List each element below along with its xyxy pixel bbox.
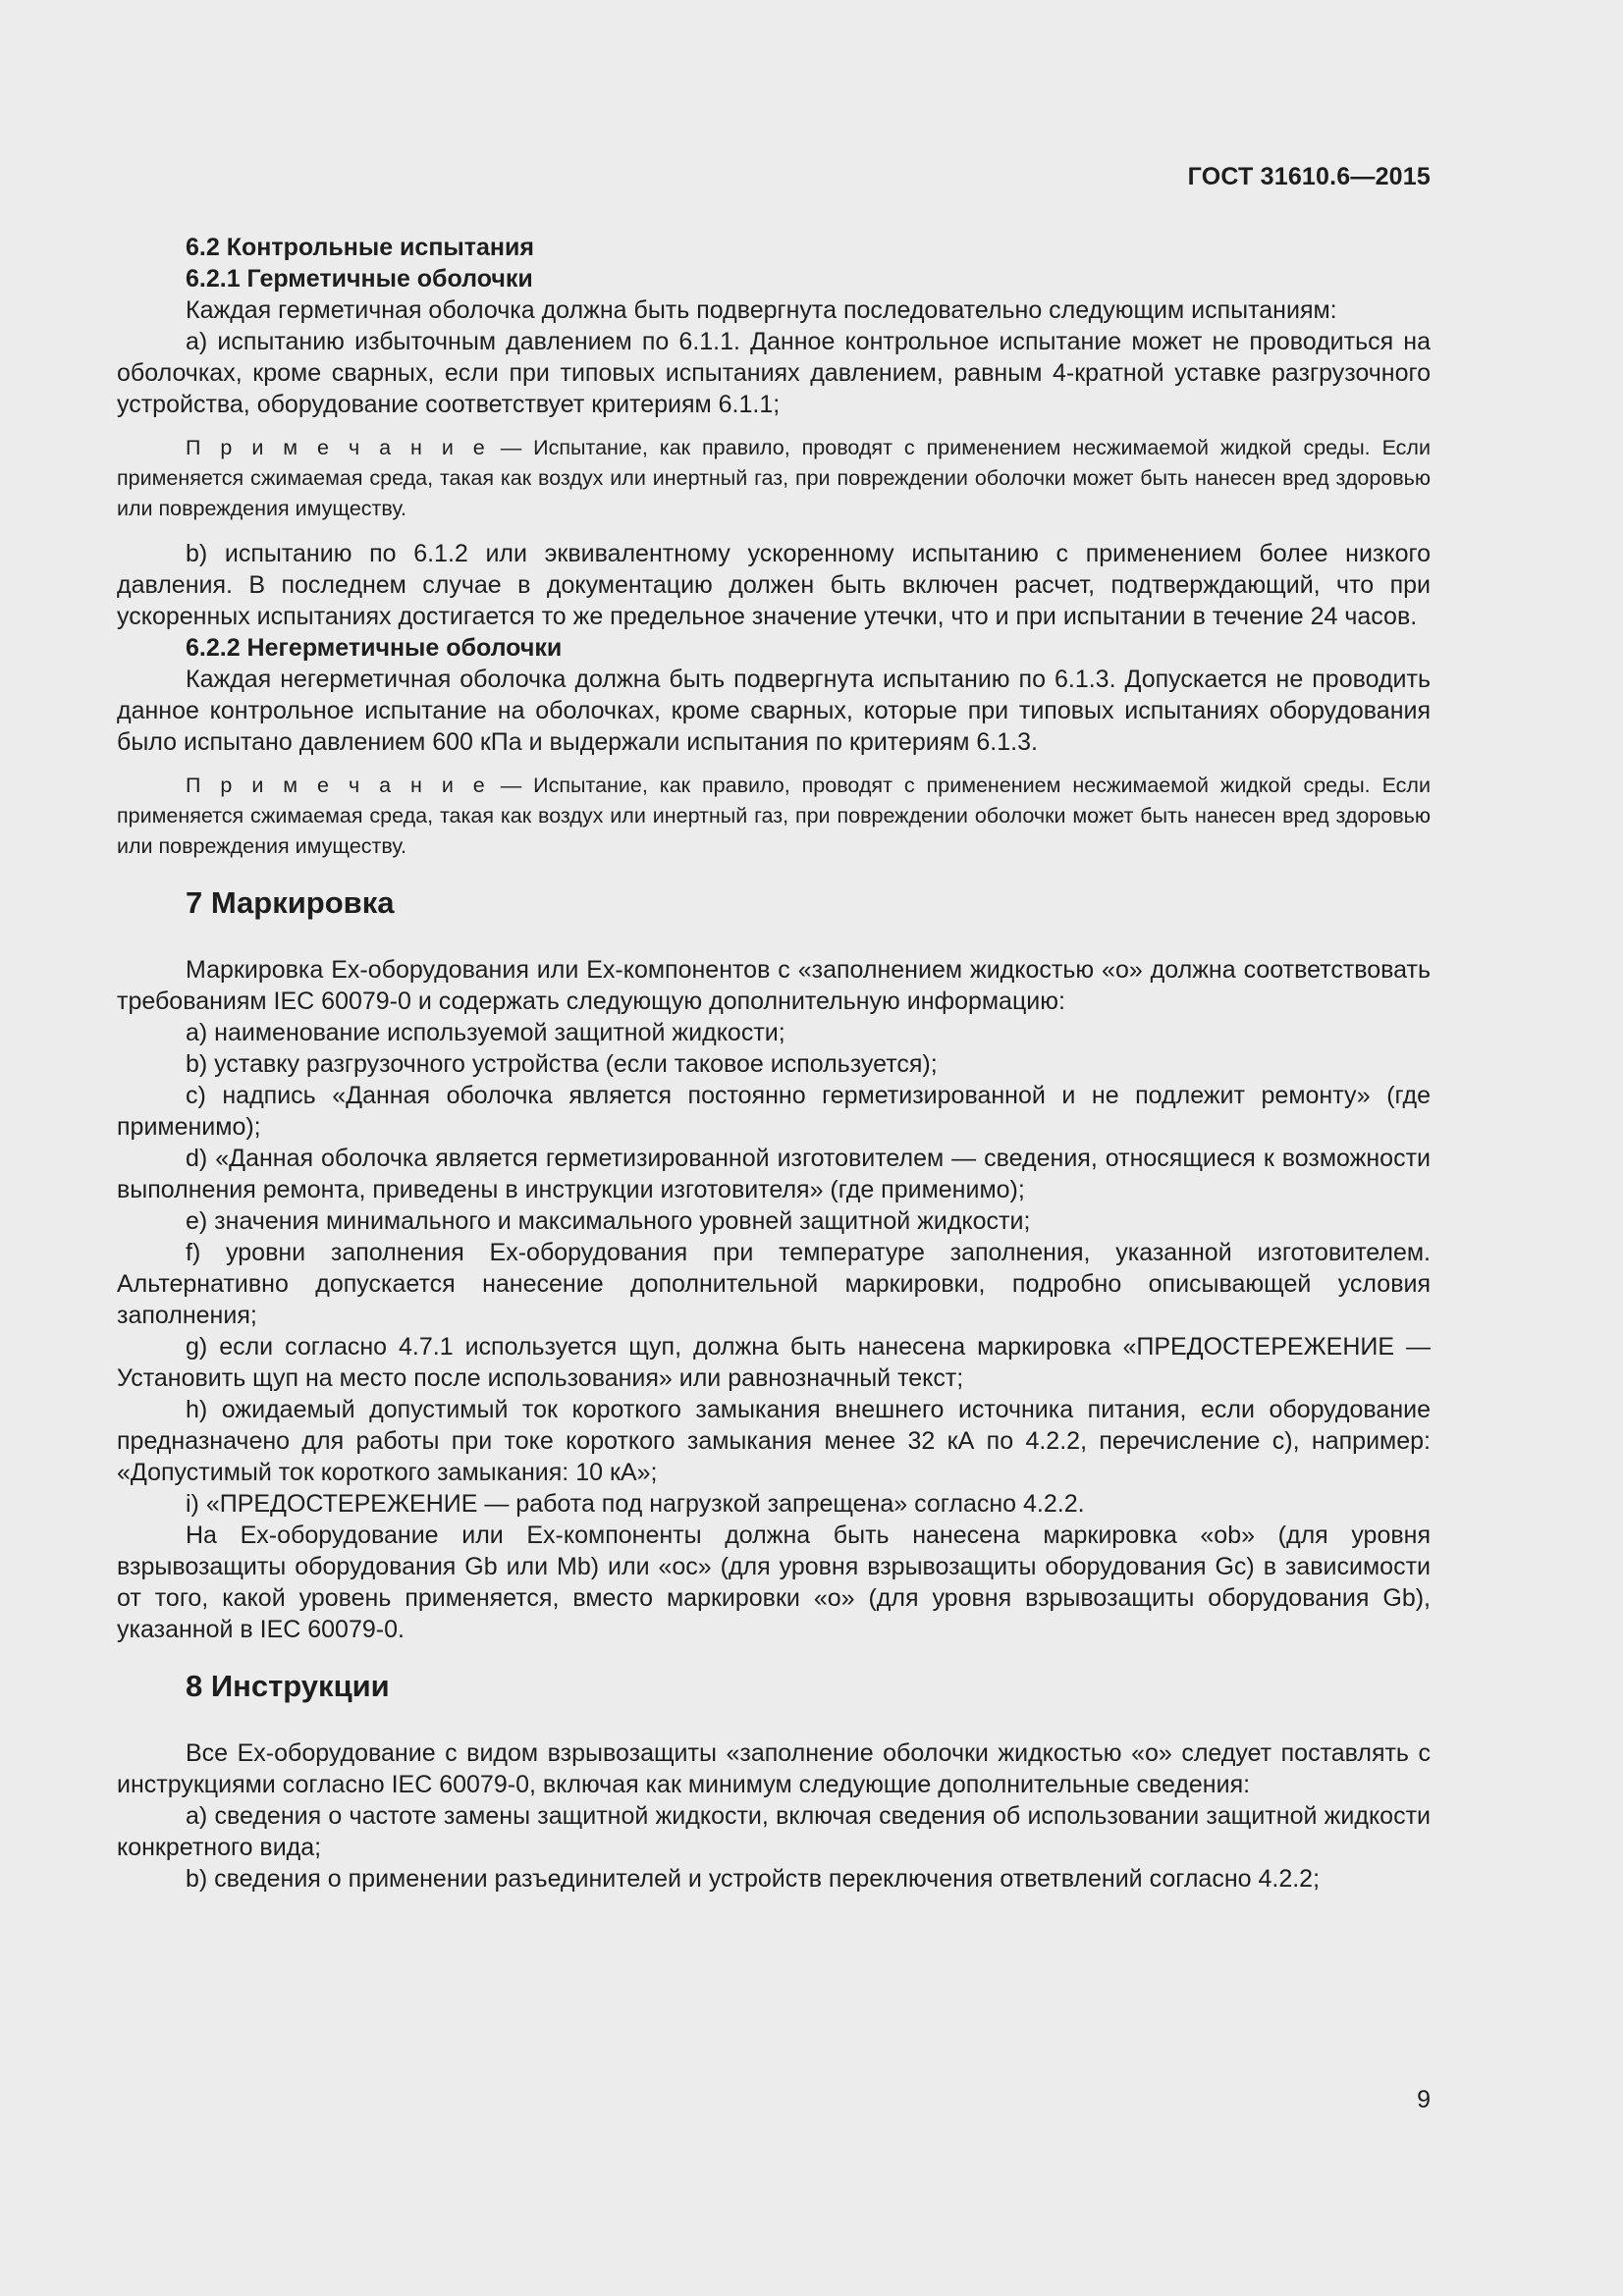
list-item: g) если согласно 4.7.1 используется щуп, должна быть нанесена маркировка «ПРЕДОСТЕРЕЖЕНИЕ — Установить щуп на место после использования» или равнозначный текст;	[117, 1333, 1431, 1392]
section-6-2-2-title: 6.2.2 Негерметичные оболочки	[186, 634, 563, 662]
paragraph: На Ex-оборудование или Ex-компоненты должна быть нанесена маркировка «ob» (для уровня взрывозащиты оборудования Gb или Mb) или «oc» (для уровня взрывозащиты оборудования Gc) в зависимости от того, какой уровень применяется, вместо маркировки «o» (для уровня взрывозащиты оборудования Gb), указанной в IEC 60079-0.	[117, 1522, 1431, 1643]
document-code-header: ГОСТ 31610.6—2015	[1187, 163, 1431, 190]
list-item: a) сведения о частоте замены защитной жидкости, включая сведения об использовании защитной жидкости конкретного вида;	[117, 1802, 1431, 1861]
note-label: П р и м е ч а н и е	[186, 436, 489, 459]
list-item: a) испытанию избыточным давлением по 6.1.1. Данное контрольное испытание может не проводиться на оболочках, кроме сварных, если при типовых испытаниях давлением, равным 4-кратной уставке разгрузочного устройства, оборудование соответствует критериям 6.1.1;	[117, 328, 1431, 418]
note-text: — Испытание, как правило, проводят с применением несжимаемой жидкой среды. Если применяется сжимаемая среда, такая как воздух или инертный газ, при повреждении оболочки может быть нанесен вред здоровью или повреждения имуществу.	[117, 774, 1431, 858]
paragraph: Каждая негерметичная оболочка должна быть подвергнута испытанию по 6.1.3. Допускается не проводить данное контрольное испытание на оболочках, кроме сварных, которые при типовых испытаниях оборудования было испытано давлением 600 кПа и выдержали испытания по критериям 6.1.3.	[117, 666, 1431, 756]
list-item: b) испытанию по 6.1.2 или эквивалентному ускоренному испытанию с применением более низкого давления. В последнем случае в документацию должен быть включен расчет, подтверждающий, что при ускоренных испытаниях достигается то же предельное значение утечки, что и при испытании в течение 24 часов.	[117, 540, 1431, 630]
note	[117, 433, 1431, 524]
note-text: — Испытание, как правило, проводят с применением несжимаемой жидкой среды. Если применяется сжимаемая среда, такая как воздух или инертный газ, при повреждении оболочки может быть нанесен вред здоровью или повреждения имуществу.	[117, 436, 1431, 520]
paragraph: Каждая герметичная оболочка должна быть подвергнута последовательно следующим испытаниям:	[186, 296, 1337, 324]
section-7-title: 7 Маркировка	[186, 885, 395, 920]
section-6-2-1-title: 6.2.1 Герметичные оболочки	[186, 265, 533, 293]
note	[117, 771, 1431, 862]
paragraph: Маркировка Ex-оборудования или Ex-компонентов с «заполнением жидкостью «о» должна соответствовать требованиям IEC 60079-0 и содержать следующую дополнительную информацию:	[117, 956, 1431, 1015]
list-item: b) уставку разгрузочного устройства (если таковое используется);	[186, 1050, 938, 1078]
section-8-title: 8 Инструкции	[186, 1669, 390, 1703]
list-item: f) уровни заполнения Ex-оборудования при температуре заполнения, указанной изготовителем. Альтернативно допускается нанесение дополнительной маркировки, подробно описывающей условия заполнения;	[117, 1239, 1431, 1329]
paragraph: Все Ex-оборудование с видом взрывозащиты «заполнение оболочки жидкостью «о» следует поставлять с инструкциями согласно IEC 60079-0, включая как минимум следующие дополнительные сведения:	[117, 1739, 1431, 1798]
list-item: b) сведения о применении разъединителей и устройств переключения ответвлений согласно 4.2.2;	[186, 1865, 1321, 1893]
page-number: 9	[1417, 2086, 1431, 2113]
list-item: a) наименование используемой защитной жидкости;	[186, 1019, 785, 1046]
list-item: d) «Данная оболочка является герметизированной изготовителем — сведения, относящиеся к возможности выполнения ремонта, приведены в инструкции изготовителя» (где применимо);	[117, 1145, 1431, 1203]
list-item: h) ожидаемый допустимый ток короткого замыкания внешнего источника питания, если оборудование предназначено для работы при токе короткого замыкания менее 32 кА по 4.2.2, перечисление с), например: «Допустимый ток короткого замыкания: 10 кА»;	[117, 1396, 1431, 1486]
list-item: e) значения минимального и максимального уровней защитной жидкости;	[186, 1207, 1031, 1235]
section-6-2-title: 6.2 Контрольные испытания	[186, 234, 534, 261]
list-item: i) «ПРЕДОСТЕРЕЖЕНИЕ — работа под нагрузкой запрещена» согласно 4.2.2.	[186, 1490, 1085, 1518]
page-content	[117, 232, 1431, 1895]
note-label: П р и м е ч а н и е	[186, 774, 489, 797]
list-item: c) надпись «Данная оболочка является постоянно герметизированной и не подлежит ремонту» (где применимо);	[117, 1082, 1431, 1141]
